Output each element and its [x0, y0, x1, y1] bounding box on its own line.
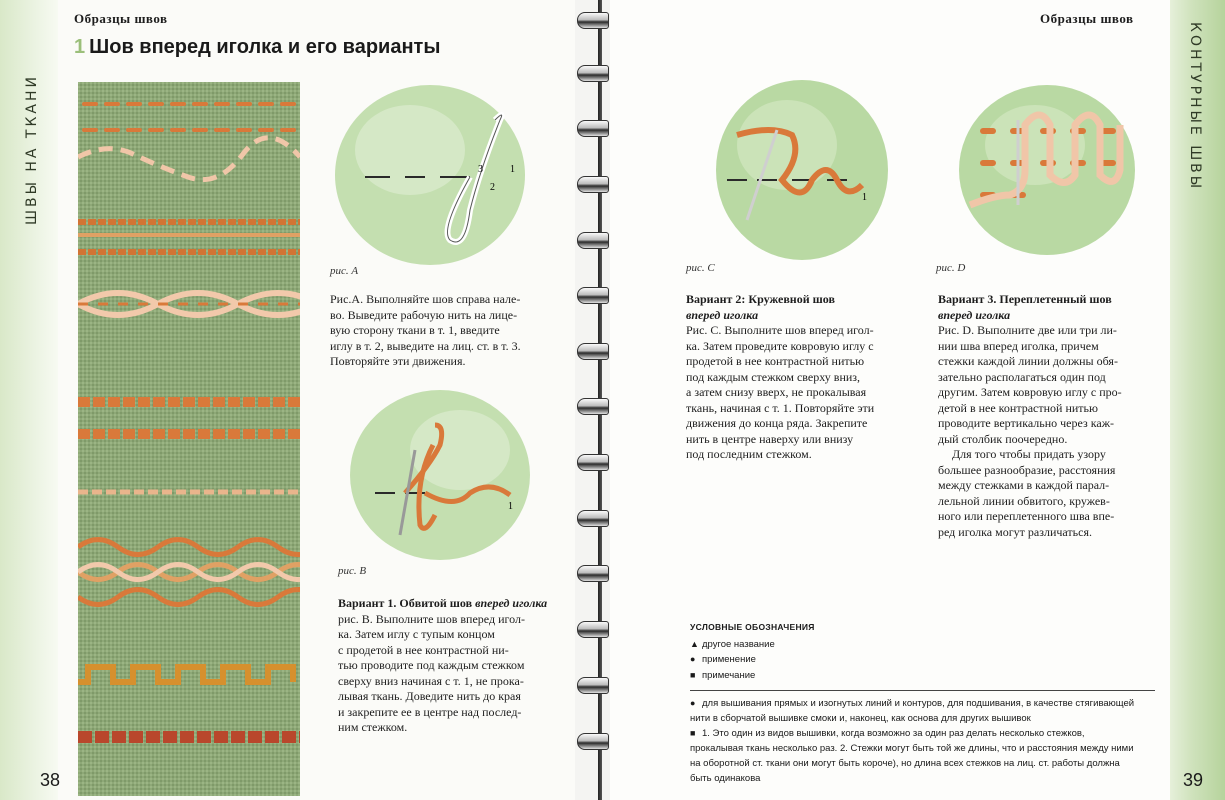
right-page-number: 39 [1183, 770, 1204, 790]
fig-d-caption: рис. D [936, 262, 966, 274]
remark-line: 1. Это один из видов вышивки, когда возможно за один раз делать несколько стежков, [702, 728, 1085, 739]
variant-3-title-text: Вариант 3. Переплетенный шов [938, 292, 1112, 306]
variant-1-line: и закрепите ее в центре над послед- [338, 704, 522, 719]
square-icon: ■ [690, 669, 696, 680]
page-title [74, 36, 440, 59]
square-icon: ■ [690, 728, 696, 738]
fig-a-point-2: 2 [490, 182, 495, 193]
binding-ring [577, 287, 609, 304]
binding-ring [577, 454, 609, 471]
variant-1-line: тью проводите под каждым стежком [338, 658, 525, 672]
variant-2-line: ка. Затем проведите ковровую иглу с [686, 338, 874, 353]
usage-line: для вышивания прямых и изогнутых линий и контуров, для подшивания, в качестве стягивающей [702, 698, 1135, 709]
variant-3-line: зательно располагаться один под [938, 369, 1106, 384]
fig-a-line: вую сторону ткани в т. 1, введите [330, 323, 500, 337]
circle-icon: ● [690, 698, 696, 708]
variant-2-line: движения до конца ряда. Закрепите [686, 416, 868, 430]
binding-ring [577, 733, 609, 750]
legend-item-label: другое название [702, 638, 775, 650]
fabric-sample-image [78, 82, 300, 796]
variant-2-title [686, 292, 916, 308]
variant-3-extra-line: ред иголка могут различаться. [938, 524, 1092, 539]
remark-line: прокалывая ткань несколько раз. 2. Стежки могут быть той же длины, что и расстояния между ними [690, 743, 1134, 754]
variant-2-line: Рис. С. Выполните шов вперед игол- [686, 323, 874, 337]
variant-3-extra-line: большее разнообразие, расстояния [938, 462, 1116, 477]
remark-line: на оборотной ст. ткани они могут быть короче), но длина всех стежков на лиц. ст. работы должна [690, 758, 1120, 769]
variant-3-line: проводите вертикально через каж- [938, 416, 1114, 430]
title-number: 1 [74, 36, 86, 58]
variant-2-line: под каждым стежком сверху вниз, [686, 369, 861, 384]
binding-ring [577, 12, 609, 29]
legend-item-label: применение [702, 654, 756, 665]
fig-a-text [330, 292, 552, 370]
variant-1-line: сверху вниз начиная с т. 1, не прока- [338, 673, 524, 688]
figure-c-illustration [712, 75, 892, 265]
fig-a-caption: рис. A [330, 265, 359, 277]
left-page-number: 38 [40, 770, 61, 790]
legend-item-label: примечание [702, 669, 756, 681]
variant-3-title-em-text: вперед иголка [938, 307, 1011, 322]
variant-3-extra-line: лельной линии обвитого, кружев- [938, 493, 1110, 508]
variant-3-line: другим. Затем ковровую иглу с про- [938, 385, 1122, 399]
usage-note [690, 696, 1155, 711]
binding-ring [577, 621, 609, 638]
variant-1-block [338, 596, 560, 736]
variant-3-extra-line: ного или переплетенного шва впе- [938, 509, 1115, 523]
right-header-label: Образцы швов [1040, 11, 1134, 26]
legend-title: УСЛОВНЫЕ ОБОЗНАЧЕНИЯ [690, 622, 815, 632]
binding-ring [577, 343, 609, 360]
remark-line: быть одинакова [690, 773, 761, 784]
binding-ring [577, 120, 609, 137]
fig-a-line: иглу в т. 2, выведите на лиц. ст. в т. 3. [330, 338, 521, 353]
fig-c-caption: рис. C [686, 262, 715, 274]
legend-item [690, 652, 815, 668]
figure-a-illustration [330, 80, 530, 275]
variant-1-line: ка. Затем иглу с тупым концом [338, 627, 495, 641]
variant-3-title-em [938, 308, 1163, 324]
variant-3-line: нии шва вперед иголка, причем [938, 338, 1099, 353]
binding-ring [577, 510, 609, 527]
legend-item [690, 668, 815, 684]
binding-ring [577, 232, 609, 249]
legend-item [690, 637, 815, 653]
fig-a-line: Повторяйте эти движения. [330, 354, 466, 368]
variant-2-title-em [686, 308, 916, 324]
title-text: Шов вперед иголка и его варианты [89, 36, 441, 58]
remark-note [690, 726, 1155, 741]
binding-ring [577, 65, 609, 82]
variant-3-line: Рис. D. Выполните две или три ли- [938, 323, 1117, 337]
variant-2-title-em-text: вперед иголка [686, 307, 759, 322]
left-side-label: ШВЫ НА ТКАНИ [24, 73, 40, 225]
variant-3-title [938, 292, 1163, 308]
variant-3-block [938, 292, 1163, 540]
right-side-label: КОНТУРНЫЕ ШВЫ [1187, 22, 1203, 192]
figure-d-illustration [955, 80, 1140, 260]
fabric-sample-svg [78, 82, 300, 796]
variant-2-line: а затем снизу вверх, не прокалывая [686, 385, 867, 399]
variant-1-title-em: вперед иголка [475, 596, 548, 610]
circle-icon: ● [690, 654, 696, 664]
figure-b-illustration [345, 385, 540, 565]
variant-1-line: лывая ткань. Доведите нить до края [338, 689, 521, 703]
variant-1-line: рис. B. Выполните шов вперед игол- [338, 611, 525, 626]
notes [690, 696, 1155, 786]
fig-b-caption: рис. B [338, 565, 367, 577]
variant-1-title [338, 596, 560, 612]
variant-2-line: под последним стежком. [686, 447, 812, 461]
left-header-label: Образцы швов [74, 11, 168, 26]
variant-2-line: нить в центре наверху или внизу [686, 431, 854, 446]
variant-2-block [686, 292, 916, 463]
variant-1-title-text: Вариант 1. Обвитой шов [338, 596, 476, 610]
legend [690, 620, 815, 683]
variant-1-line: с продетой в нее контрастной ни- [338, 642, 509, 657]
variant-3-line: детой в нее контрастной нитью [938, 400, 1098, 415]
variant-3-line: дый столбик поочередно. [938, 431, 1068, 446]
triangle-icon: ▲ [690, 638, 699, 649]
variant-3-extra-line: Для того чтобы придать узору [952, 447, 1106, 461]
binding-ring [577, 677, 609, 694]
variant-1-line: ним стежком. [338, 720, 408, 734]
fig-a-point-3: 3 [478, 164, 483, 175]
usage-line: нити в сборчатой вышивке смоки и, наконец, как основа для других вышивок [690, 713, 1031, 724]
variant-2-line: продетой в нее контрастной нитью [686, 354, 865, 368]
variant-3-line: стежки каждой линии должны обя- [938, 354, 1118, 368]
variant-2-title-text: Вариант 2: Кружевной шов [686, 292, 835, 306]
notes-divider [690, 690, 1155, 691]
fig-a-line: Рис.A. Выполняйте шов справа нале- [330, 292, 521, 306]
fig-a-line: во. Выведите рабочую нить на лице- [330, 307, 518, 322]
variant-2-line: ткань, начиная с т. 1. Повторяйте эти [686, 400, 875, 415]
fig-a-point-1: 1 [510, 164, 515, 175]
variant-3-extra-line: между стежками в каждой парал- [938, 478, 1110, 492]
binding-ring [577, 176, 609, 193]
fig-b-point-1: 1 [508, 501, 513, 512]
binding-ring [577, 565, 609, 582]
fig-c-point-1: 1 [862, 192, 867, 203]
binding-ring [577, 398, 609, 415]
